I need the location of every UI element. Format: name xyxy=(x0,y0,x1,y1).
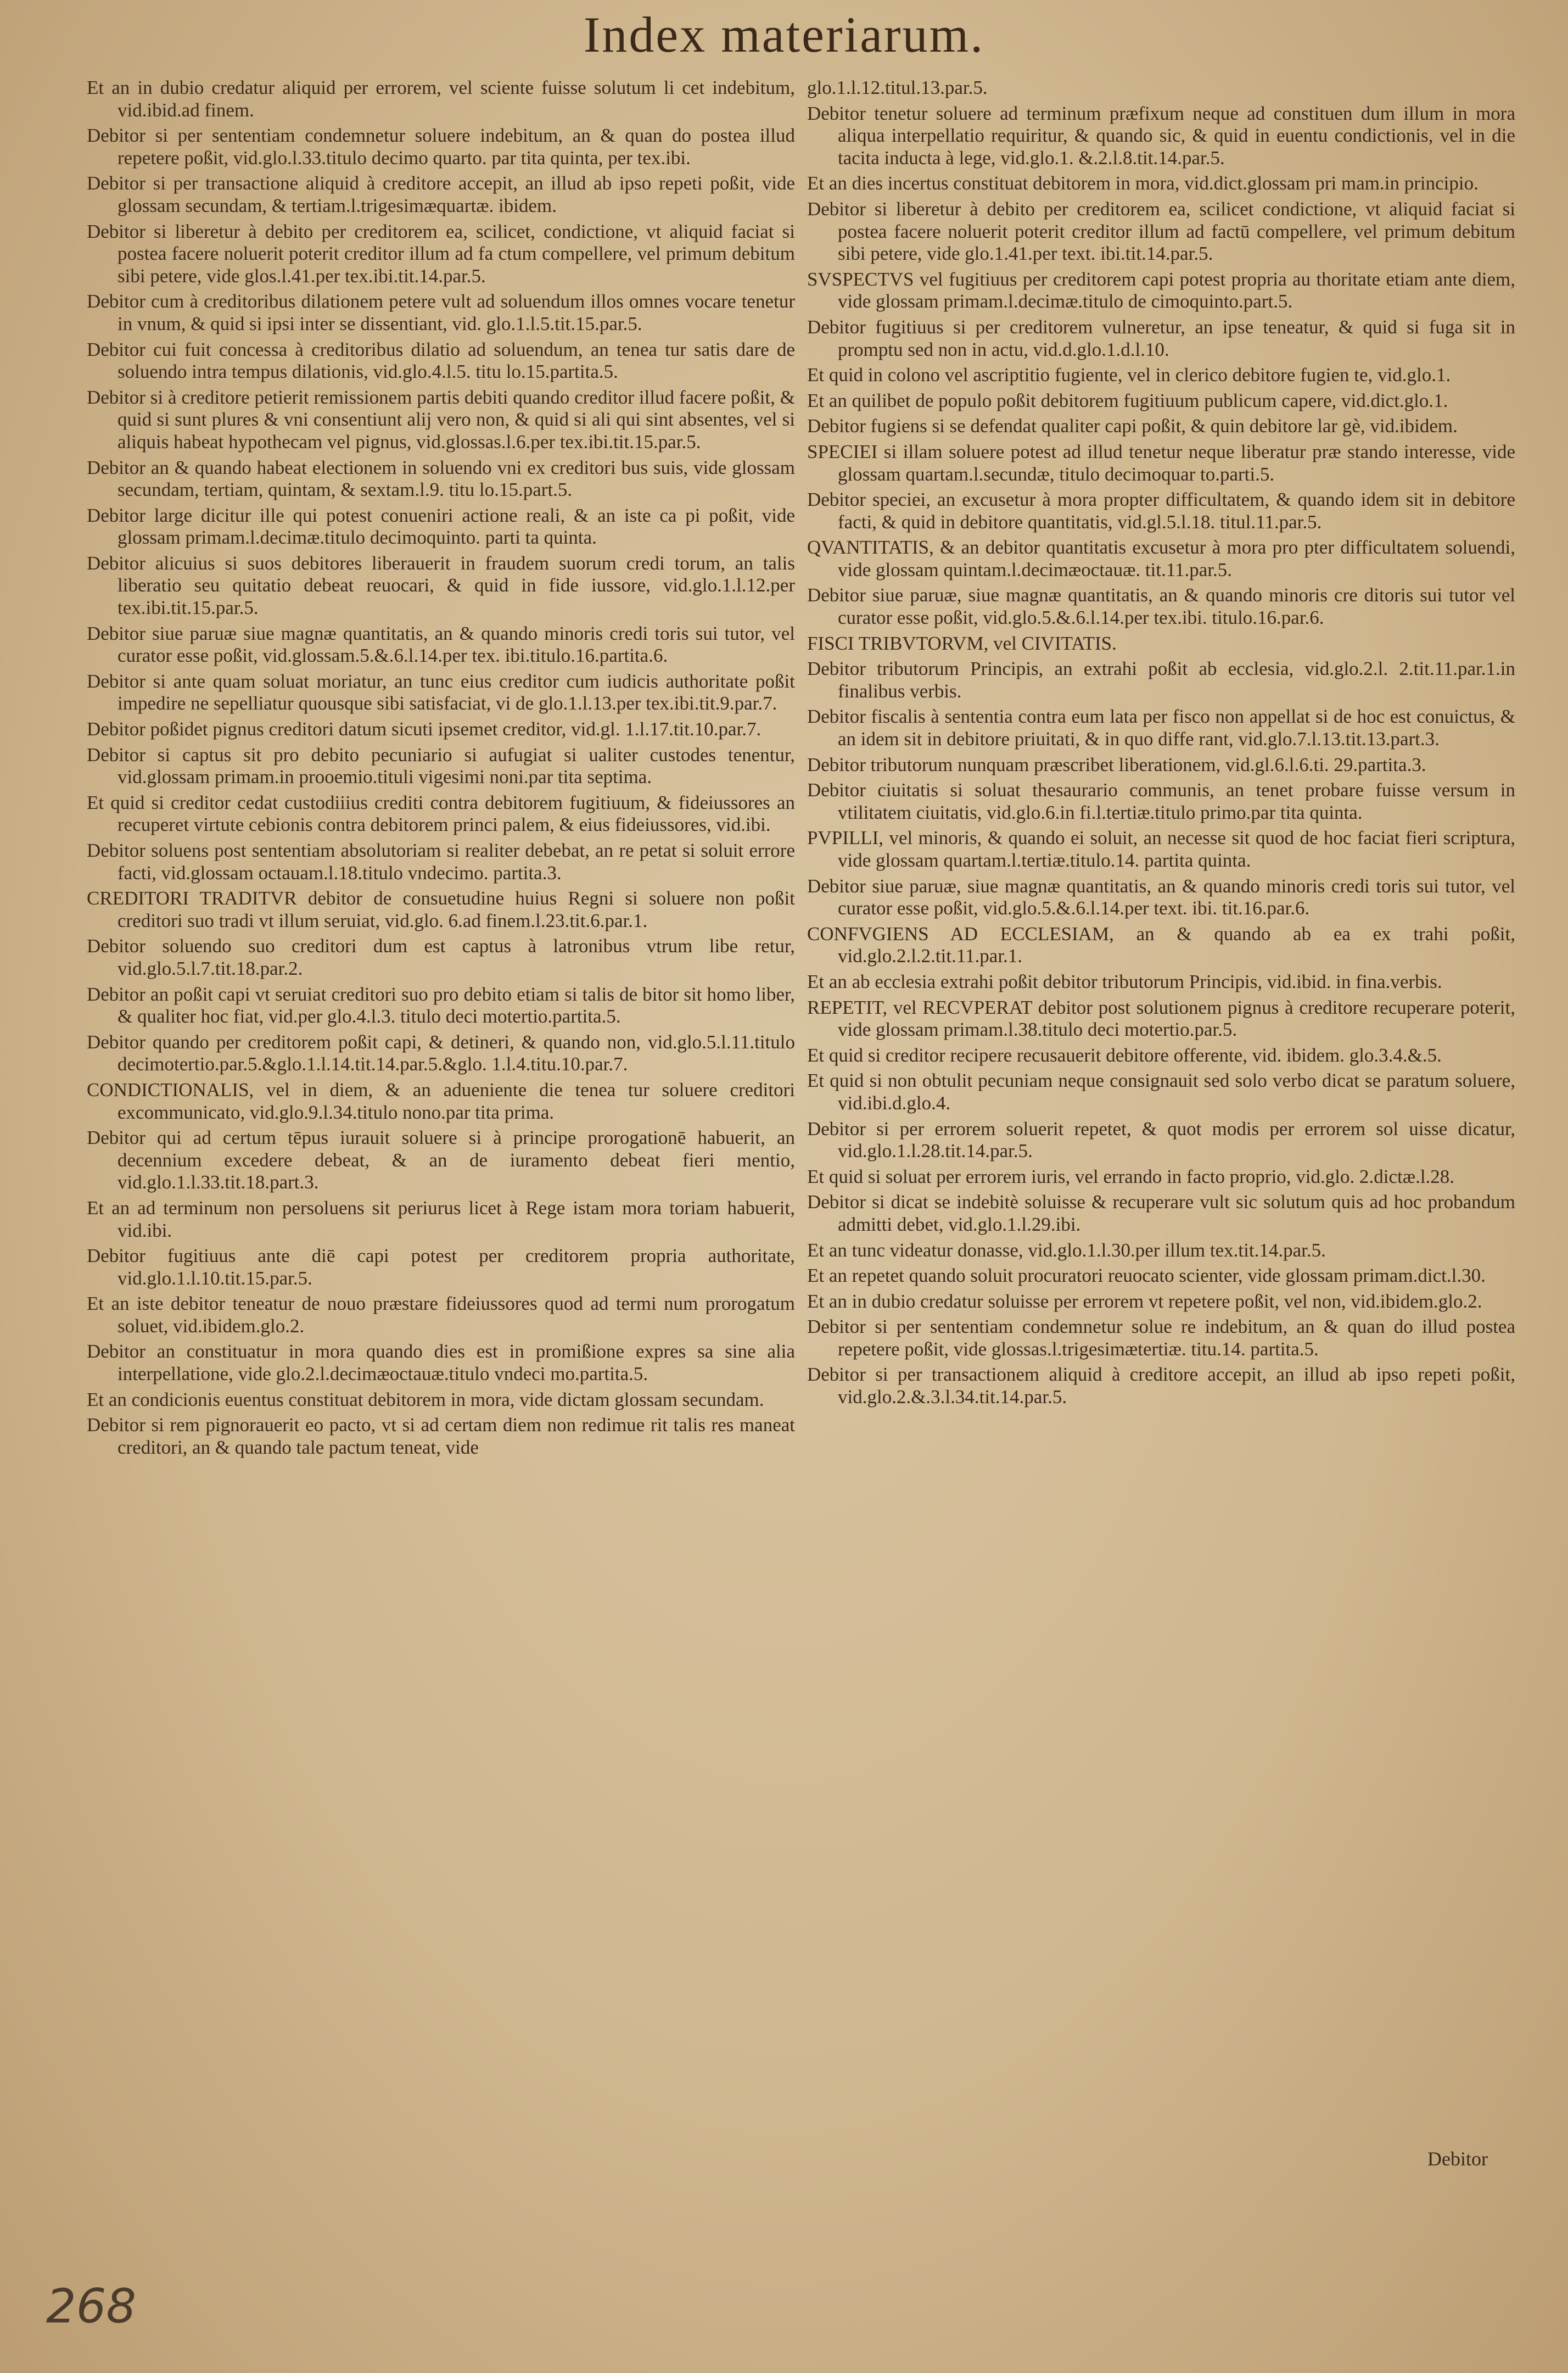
index-entry: Et quid in colono vel ascriptitio fugiente, vel in clerico debitore fugien te, vid.glo.1. xyxy=(807,364,1451,386)
index-entry: Debitor tenetur soluere ad terminum præfixum neque ad constituen dum illum in mora aliqua interpellatio requiritur, & quando sic, & quid in euentu condictionis, vel in die tacita inducta à lege, vid.glo.1. &.2.l.8.tit.14.par.5. xyxy=(807,102,1515,169)
index-entry: Et an iste debitor teneatur de nouo præstare fideiussores quod ad termi num prorogatum soluet, vid.ibidem.glo.2. xyxy=(87,1293,795,1337)
index-entry: Debitor siue paruæ, siue magnæ quantitatis, an & quando minoris cre ditoris sui tutor vel curator esse poßit, vid.glo.5.&.6.l.14.per tex.ibi. titulo.16.par.6. xyxy=(807,584,1515,629)
index-entry: CONDICTIONALIS, vel in diem, & an adueniente die tenea tur soluere creditori excommunicato, vid.glo.9.l.34.titulo nono.par tita prima. xyxy=(87,1079,795,1123)
index-entry: Et an dies incertus constituat debitorem in mora, vid.dict.glossam pri mam.in principio. xyxy=(807,172,1479,194)
index-entry: Debitor fugitiuus ante diē capi potest per creditorem propria authoritate, vid.glo.1.l.10.tit.15.par.5. xyxy=(87,1245,795,1289)
index-entry: Debitor si per transactione aliquid à creditore accepit, an illud ab ipso repeti poßit, vide glossam secundam, & tertiam.l.trigesimæquartæ. ibidem. xyxy=(87,172,795,216)
index-entry: Et an condicionis euentus constituat debitorem in mora, vide dictam glossam secundam. xyxy=(87,1388,764,1410)
index-entry: Et quid si creditor recipere recusauerit debitore offerente, vid. ibidem. glo.3.4.&.5. xyxy=(807,1044,1442,1066)
catchword: Debitor xyxy=(1427,2148,1488,2170)
index-entry: Debitor tributorum Principis, an extrahi poßit ab ecclesia, vid.glo.2.l. 2.tit.11.par.1.in finalibus verbis. xyxy=(807,658,1515,702)
index-entry: Debitor fugitiuus si per creditorem vulneretur, an ipse teneatur, & quid si fuga sit in promptu sed non in actu, vid.d.glo.1.d.l.10. xyxy=(807,316,1515,360)
index-entry: Debitor ciuitatis si soluat thesaurario communis, an tenet probare fuisse versum in vtilitatem ciuitatis, vid.glo.6.in fi.l.tertiæ.titulo primo.par tita quinta. xyxy=(807,779,1515,823)
index-entry: Debitor si per transactionem aliquid à creditore accepit, an illud ab ipso repeti poßit, vid.glo.2.&.3.l.34.tit.14.par.5. xyxy=(807,1364,1515,1408)
index-entry: Et quid si non obtulit pecuniam neque consignauit sed solo verbo dicat se paratum soluere, vid.ibi.d.glo.4. xyxy=(807,1070,1515,1114)
index-entry: CONFVGIENS AD ECCLESIAM, an & quando ab ea ex trahi poßit, vid.glo.2.l.2.tit.11.par.1. xyxy=(807,923,1515,967)
page-heading: Index materiarum. xyxy=(583,7,985,63)
index-entry: Debitor soluendo suo creditori dum est captus à latronibus vtrum libe retur, vid.glo.5.l.7.tit.18.par.2. xyxy=(87,935,795,979)
index-entry: Debitor si captus sit pro debito pecuniario si aufugiat si ualiter custodes tenentur, vid.glossam primam.in prooemio.tituli vigesimi noni.par tita septima. xyxy=(87,744,795,788)
index-entry: Et an ab ecclesia extrahi poßit debitor tributorum Principis, vid.ibid. in fina.verbis. xyxy=(807,970,1442,992)
index-entry: Debitor qui ad certum tēpus iurauit soluere si à principe prorogationē habuerit, an decennium excedere debeat, & an de iuramento debeat fieri mentio, vid.glo.1.l.33.tit.18.part.3. xyxy=(87,1127,795,1193)
index-entry: FISCI TRIBVTORVM, vel CIVITATIS. xyxy=(807,632,1117,654)
index-entry: Debitor speciei, an excusetur à mora propter difficultatem, & quando idem sit in debitore facti, & quid in debitore quantitatis, vid.gl.5.l.18. titul.11.par.5. xyxy=(807,489,1515,533)
index-entry: Et an quilibet de populo poßit debitorem fugitiuum publicum capere, vid.dict.glo.1. xyxy=(807,389,1448,411)
index-entry: Debitor si rem pignorauerit eo pacto, vt si ad certam diem non redimue rit talis res maneat creditori, an & quando tale pactum teneat, vide xyxy=(87,1414,795,1458)
index-entry: Debitor si dicat se indebitè soluisse & recuperare vult sic solutum quis ad hoc probandum admitti debet, vid.glo.1.l.29.ibi. xyxy=(807,1191,1515,1235)
index-entry: Et quid si creditor cedat custodiiius crediti contra debitorem fugitiuum, & fideiussores an recuperet virtute cebionis contra debitorem princi palem, & eius fideiussores, vid.ibi. xyxy=(87,791,795,836)
index-entry: Debitor an poßit capi vt seruiat creditori suo pro debito etiam si talis de bitor sit homo liber, & qualiter hoc fiat, vid.per glo.4.l.3. titulo deci motertio.partita.5. xyxy=(87,983,795,1028)
index-entry: CREDITORI TRADITVR debitor de consuetudine huius Regni si soluere non poßit creditori suo tradi vt illum seruiat, vid.glo. 6.ad finem.l.23.tit.6.par.1. xyxy=(87,887,795,931)
index-entry: Debitor quando per creditorem poßit capi, & detineri, & quando non, vid.glo.5.l.11.titulo decimotertio.par.5.&glo.1.l.14.tit.14.par.5.&glo. 1.l.4.titu.10.par.7. xyxy=(87,1031,795,1075)
index-entry: Debitor fugiens si se defendat qualiter capi poßit, & quin debitore lar gè, vid.ibidem. xyxy=(807,415,1458,437)
index-entry: Debitor siue paruæ, siue magnæ quantitatis, an & quando minoris credi toris sui tutor, vel curator esse poßit, vid.glo.5.&.6.l.14.per text. ibi. tit.16.par.6. xyxy=(807,875,1515,919)
index-entry: Debitor si per sententiam condemnetur solue re indebitum, an & quan do illud postea repetere poßit, vide glossas.l.trigesimætertiæ. titu.14. partita.5. xyxy=(807,1316,1515,1360)
index-entry: Debitor si liberetur à debito per creditorem ea, scilicet, condictione, vt aliquid faciat si postea facere noluerit poterit creditor illum ad fa ctum compellere, vel primum debitum sibi petere, vide glos.l.41.per tex.ibi.tit.14.par.5. xyxy=(87,220,795,287)
index-entry: Debitor tributorum nunquam præscribet liberationem, vid.gl.6.l.6.ti. 29.partita.3. xyxy=(807,753,1426,775)
index-entry: Debitor alicuius si suos debitores liberauerit in fraudem suorum credi torum, an talis liberatio seu quitatio debeat reuocari, & quid in fide iussore, vid.glo.1.l.12.per tex.ibi.tit.15.par.5. xyxy=(87,552,795,619)
index-entry: Et an tunc videatur donasse, vid.glo.1.l.30.per illum tex.tit.14.par.5. xyxy=(807,1239,1326,1261)
index-entry: Debitor an & quando habeat electionem in soluendo vni ex creditori bus suis, vide glossam secundam, tertiam, quintam, & sextam.l.9. titu lo.15.part.5. xyxy=(87,456,795,501)
index-entry: Debitor cum à creditoribus dilationem petere vult ad soluendum illos omnes vocare tenetur in vnum, & quid si ipsi inter se dissentiant, vid. glo.1.l.5.tit.15.par.5. xyxy=(87,291,795,334)
index-entry: SPECIEI si illam soluere potest ad illud tenetur neque liberatur præ stando interesse, vide glossam quartam.l.secundæ, titulo decimoquar to.parti.5. xyxy=(807,440,1515,485)
left-column xyxy=(87,77,795,1462)
index-entry: Debitor si per errorem soluerit repetet, & quot modis per errorem sol uisse dicatur, vid.glo.1.l.28.tit.14.par.5. xyxy=(807,1118,1515,1162)
index-entry: PVPILLI, vel minoris, & quando ei soluit, an necesse sit quod de hoc faciat fieri scriptura, vide glossam quartam.l.tertiæ.titulo.14. partita quinta. xyxy=(807,827,1515,871)
index-entry: Debitor fiscalis à sententia contra eum lata per fisco non appellat si de hoc est conuictus, & an idem sit in debitore priuitati, & in quo diffe rant, vid.glo.7.l.13.tit.13.part.3. xyxy=(807,706,1515,750)
index-entry: Debitor cui fuit concessa à creditoribus dilatio ad soluendum, an tenea tur satis dare de soluendo intra tempus dilationis, vid.glo.4.l.5. titu lo.15.partita.5. xyxy=(87,338,795,383)
index-entry: REPETIT, vel RECVPERAT debitor post solutionem pignus à creditore recuperare poterit, vide glossam primam.l.38.titulo deci motertio.par.5. xyxy=(807,996,1515,1041)
index-entry: Debitor an constituatur in mora quando dies est in promißione expres sa sine alia interpellatione, vide glo.2.l.decimæoctauæ.titulo vndeci mo.partita.5. xyxy=(87,1341,795,1385)
index-entry: Debitor si ante quam soluat moriatur, an tunc eius creditor cum iudicis authoritate poßit impedire ne sepelliatur quousque sibi satisfaciat, vi de glo.1.l.13.per tex.ibi.tit.9.par.7. xyxy=(87,670,795,714)
index-entry: Debitor si liberetur à debito per creditorem ea, scilicet condictione, vt aliquid faciat si postea facere noluerit poterit creditor illum ad factū compellere, vel primum debitum sibi petere, vide glo.1.41.per text. ibi.tit.14.par.5. xyxy=(807,198,1515,265)
index-entry: Et an ad terminum non persoluens sit periurus licet à Rege istam mora toriam habuerit, vid.ibi. xyxy=(87,1197,795,1241)
index-entry: Debitor siue paruæ siue magnæ quantitatis, an & quando minoris credi toris sui tutor, vel curator esse poßit, vid.glossam.5.&.6.l.14.per tex. ibi.titulo.16.partita.6. xyxy=(87,622,795,667)
index-entry: Debitor soluens post sententiam absolutoriam si realiter debebat, an re petat si soluit errore facti, vid.glossam octauam.l.18.titulo vndecimo. partita.3. xyxy=(87,840,795,884)
index-entry: QVANTITATIS, & an debitor quantitatis excusetur à mora pro pter difficultatem soluendi, vide glossam quintam.l.decimæoctauæ. tit.11.par.5. xyxy=(807,537,1515,580)
index-entry: Et quid si soluat per errorem iuris, vel errando in facto proprio, vid.glo. 2.dictæ.l.28. xyxy=(807,1165,1455,1187)
index-entry: Et an repetet quando soluit procuratori reuocato scienter, vide glossam primam.dict.l.30. xyxy=(807,1265,1486,1287)
folio-number: 268 xyxy=(46,2279,137,2334)
index-entry: Debitor si per sententiam condemnetur soluere indebitum, an & quan do postea illud repetere poßit, vid.glo.l.33.titulo decimo quarto. par tita quinta, per tex.ibi. xyxy=(87,125,795,169)
right-column xyxy=(807,77,1515,1412)
index-entry: Debitor si à creditore petierit remissionem partis debiti quando creditor illud facere poßit, & quid si sunt plures & vni consentiunt alij vero non, & quid si ali qui sint absentes, vel si aliquis habeat hypothecam vel pignus, vid.glossas.l.6.per tex.ibi.tit.15.par.5. xyxy=(87,386,795,453)
index-entry: SVSPECTVS vel fugitiuus per creditorem capi potest propria au thoritate etiam ante diem, vide glossam primam.l.decimæ.titulo de cimoquinto.part.5. xyxy=(807,268,1515,312)
index-entry: Et an in dubio credatur soluisse per errorem vt repetere poßit, vel non, vid.ibidem.glo.2. xyxy=(807,1290,1482,1312)
index-entry: Et an in dubio credatur aliquid per errorem, vel sciente fuisse solutum li cet indebitum, vid.ibid.ad finem. xyxy=(87,77,795,121)
index-entry: glo.1.l.12.titul.13.par.5. xyxy=(807,77,988,98)
index-entry: Debitor large dicitur ille qui potest conueniri actione reali, & an iste ca pi poßit, vide glossam primam.l.decimæ.titulo decimoquinto. parti ta quinta. xyxy=(87,504,795,549)
index-entry: Debitor poßidet pignus creditori datum sicuti ipsemet creditor, vid.gl. 1.l.17.tit.10.par.7. xyxy=(87,718,761,740)
